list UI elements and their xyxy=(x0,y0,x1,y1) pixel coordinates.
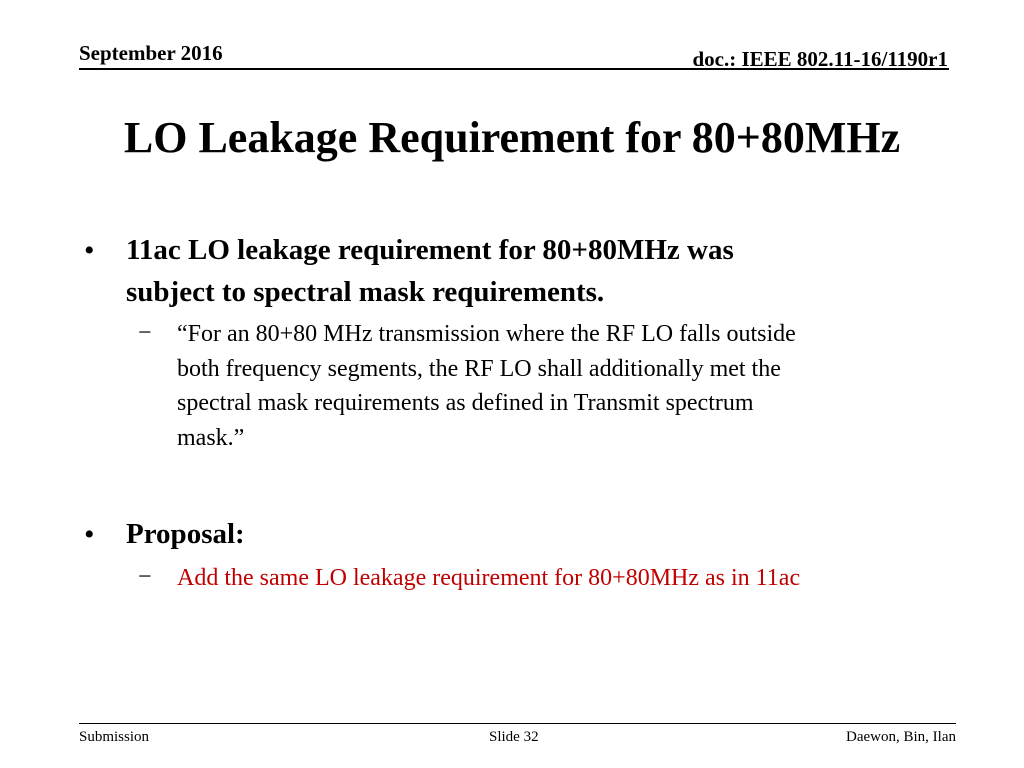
sub-bullet-marker-1: − xyxy=(138,320,152,346)
footer-slide-number: Slide 32 xyxy=(489,729,539,745)
footer-submission: Submission xyxy=(79,729,150,745)
sub-bullet-text-1-line-3: spectral mask requirements as defined in Transmit spectrum xyxy=(177,390,754,416)
slide-title: LO Leakage Requirement for 80+80MHz xyxy=(123,113,901,162)
sub-bullet-text-1-line-1: “For an 80+80 MHz transmission where the RF LO falls outside xyxy=(177,321,796,347)
footer-authors: Daewon, Bin, Ilan xyxy=(846,729,956,745)
sub-bullet-text-1-line-2: both frequency segments, the RF LO shall additionally met the xyxy=(177,355,781,382)
bullet-text-1 xyxy=(126,229,734,313)
bullet-text-2 xyxy=(126,513,245,555)
sub-bullet-text-2 xyxy=(177,561,937,596)
footer-divider xyxy=(79,723,956,724)
sub-bullet-text-2-line-1: Add the same LO leakage requirement for 80+80MHz as in 11ac xyxy=(177,565,801,591)
bullet-text-1-line-2: subject to spectral mask requirements. xyxy=(126,276,605,308)
sub-bullet-text-1 xyxy=(177,317,937,455)
bullet-marker-2: • xyxy=(84,518,95,551)
sub-bullet-marker-2: − xyxy=(138,564,152,590)
header-divider xyxy=(79,68,949,70)
bullet-text-2-line-1: Proposal: xyxy=(126,518,245,550)
bullet-text-1-line-1: 11ac LO leakage requirement for 80+80MHz was xyxy=(126,234,734,266)
header-doc-id: doc.: IEEE 802.11-16/1190r1 xyxy=(692,47,948,71)
sub-bullet-text-1-line-4: mask.” xyxy=(177,424,245,451)
header-date: September 2016 xyxy=(79,41,223,65)
bullet-marker-1: • xyxy=(84,234,95,267)
